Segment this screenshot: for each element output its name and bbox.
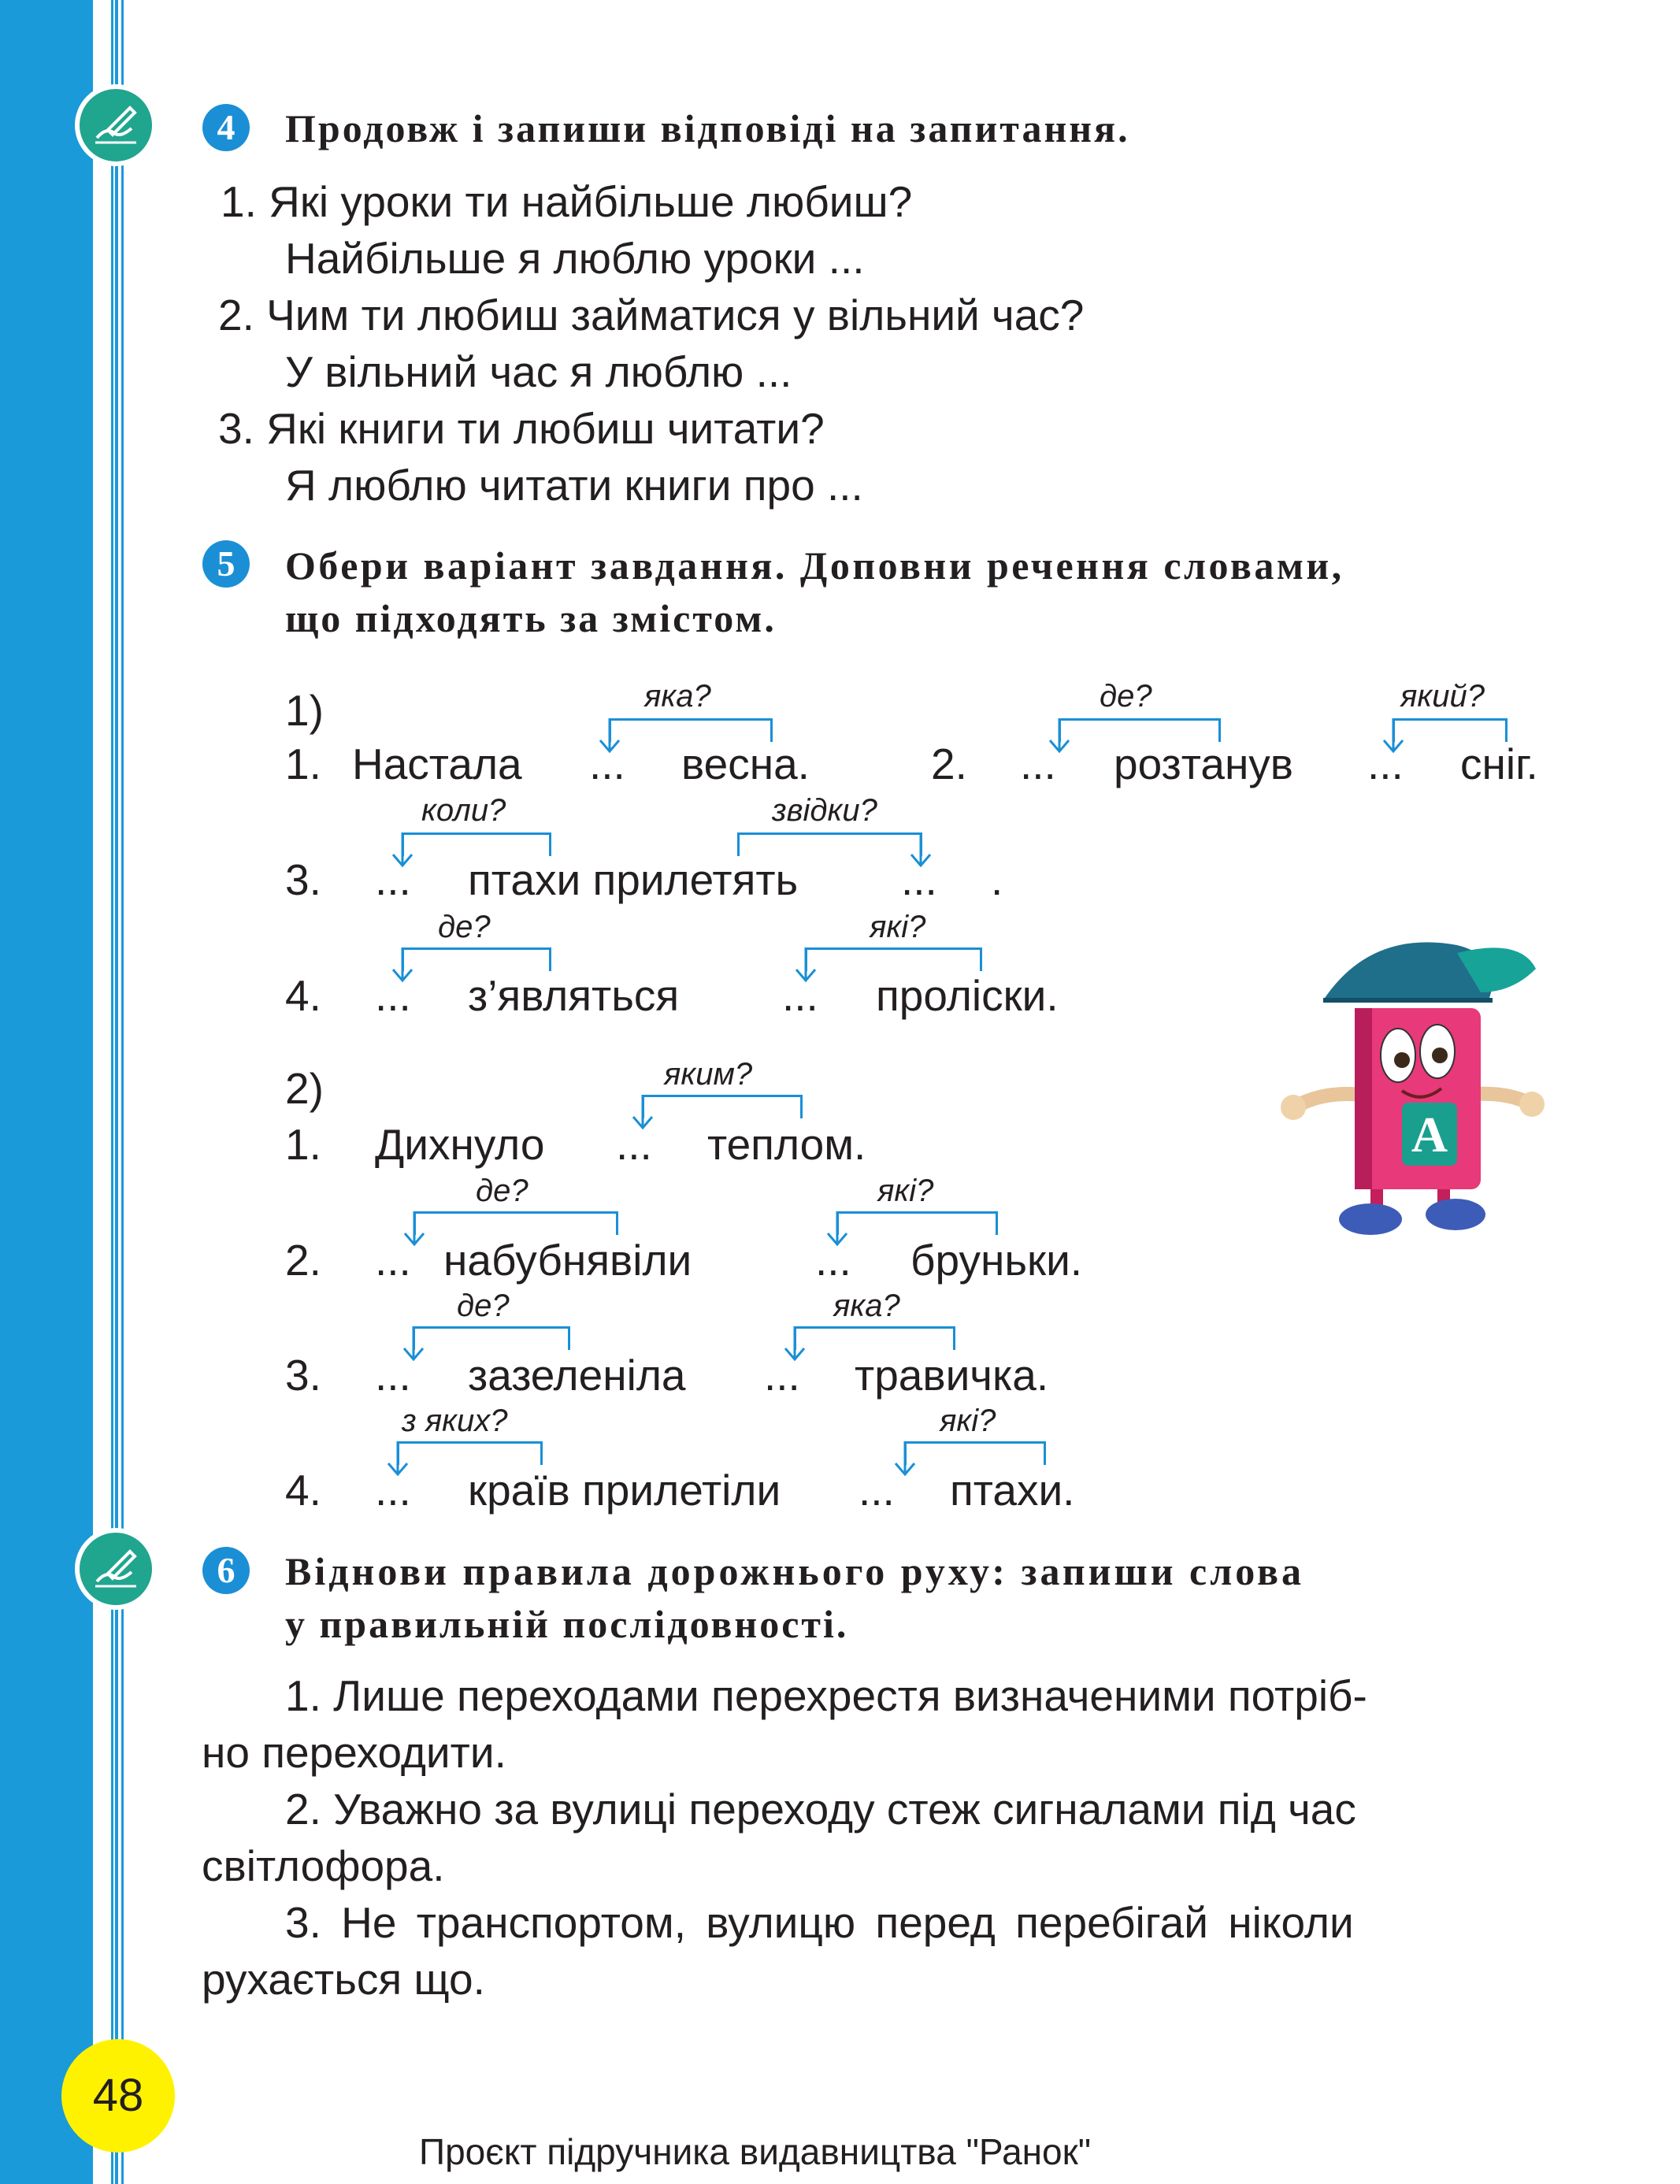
- sentence-word: бруньки.: [910, 1236, 1083, 1285]
- sentence-word: Настала: [352, 740, 522, 788]
- hint-bracket: [836, 1211, 998, 1235]
- sentence-word: теплом.: [707, 1120, 866, 1169]
- sidebar-stripe: [97, 0, 101, 2184]
- sentence-word: країв прилетіли: [468, 1466, 781, 1515]
- sentence-word: проліски.: [876, 971, 1059, 1020]
- sentence-number: 3.: [285, 1351, 321, 1400]
- write-task-badge: [75, 84, 157, 166]
- mascot-letter: А: [1411, 1107, 1448, 1162]
- hint-bracket: [397, 1441, 543, 1465]
- sentence-number: 3.: [285, 855, 321, 904]
- question-hint: звідки?: [772, 793, 877, 828]
- sentence-number: 1.: [285, 740, 321, 788]
- sentence-word: травичка.: [855, 1351, 1049, 1400]
- sentence-word: птахи.: [950, 1466, 1075, 1515]
- blank-dots: ...: [375, 971, 411, 1020]
- sentence-number: 1.: [285, 1120, 321, 1169]
- hint-bracket: [904, 1441, 1046, 1465]
- rule-text: світлофора.: [202, 1841, 445, 1890]
- footer-credit: Проєкт підручника видавництва "Ранок": [419, 2131, 1092, 2172]
- task-title: Віднови правила дорожнього руху: запиши слова: [285, 1549, 1305, 1593]
- sidebar-stripe: [111, 0, 113, 2184]
- sentence-word: розтанув: [1114, 740, 1294, 788]
- variant-label: 2): [285, 1064, 324, 1113]
- sentence-word: набубнявіли: [443, 1236, 692, 1285]
- blank-dots: ...: [375, 855, 411, 904]
- blank-dots: ...: [589, 740, 625, 788]
- rule-text: но переходити.: [202, 1728, 506, 1777]
- sidebar-stripe: [115, 0, 118, 2184]
- sentence-word: весна.: [681, 740, 810, 788]
- sentence-number: 2.: [931, 740, 967, 788]
- question-hint: коли?: [421, 793, 506, 828]
- question-hint: яким?: [664, 1057, 753, 1092]
- hint-bracket: [413, 1326, 570, 1350]
- sidebar-stripe: [121, 0, 124, 2184]
- blank-dots: ...: [375, 1466, 411, 1515]
- sentence-word: птахи прилетять: [468, 855, 799, 904]
- question-hint: яка?: [833, 1289, 900, 1323]
- question-hint: які?: [877, 1174, 934, 1208]
- question-text: 2. Чим ти любиш займатися у вільний час?: [218, 291, 1085, 339]
- sentence-end: .: [991, 855, 1003, 904]
- sentence-word: сніг.: [1460, 740, 1538, 788]
- pencil-writing-icon: [80, 1533, 152, 1605]
- task-number-badge: 4: [202, 104, 250, 151]
- question-text: 1. Які уроки ти найбільше любиш?: [221, 177, 913, 226]
- blank-dots: ...: [616, 1120, 652, 1169]
- blank-dots: ...: [764, 1351, 800, 1400]
- task-title: Обери варіант завдання. Доповни речення словами,: [285, 543, 1344, 588]
- hint-bracket: [414, 1211, 618, 1235]
- task-title: Продовж і запиши відповіді на запитання.: [285, 106, 1130, 150]
- variant-label: 1): [285, 686, 324, 735]
- rule-text: 2. Уважно за вулиці переходу стеж сигналами під час: [285, 1785, 1356, 1834]
- question-hint: який?: [1400, 679, 1485, 714]
- answer-starter: У вільний час я люблю ...: [285, 347, 792, 396]
- blank-dots: ...: [782, 971, 818, 1020]
- answer-starter: Найбільше я люблю уроки ...: [285, 234, 865, 283]
- sentence-number: 2.: [285, 1236, 321, 1285]
- question-hint: де?: [457, 1289, 510, 1323]
- blank-dots: ...: [375, 1236, 411, 1285]
- sentence-number: 4.: [285, 1466, 321, 1515]
- task-number-badge: 6: [202, 1547, 250, 1594]
- mascot-illustration: [1276, 921, 1552, 1252]
- hint-bracket: [642, 1095, 803, 1118]
- blank-dots: ...: [815, 1236, 851, 1285]
- left-sidebar: [0, 0, 93, 2184]
- answer-starter: Я люблю читати книги про ...: [285, 461, 863, 510]
- down-arrow-icon: [892, 1441, 918, 1481]
- write-task-badge: [75, 1528, 157, 1610]
- rule-text: 1. Лише переходами перехрестя визначеними потріб-: [285, 1671, 1367, 1720]
- blank-dots: ...: [1367, 740, 1404, 788]
- task-title: у правильній послідовності.: [285, 1602, 849, 1646]
- question-hint: з яких?: [402, 1403, 508, 1438]
- task-number-badge: 5: [202, 540, 250, 588]
- sentence-word: Дихнуло: [375, 1120, 545, 1169]
- sentence-word: з’являться: [468, 971, 680, 1020]
- question-hint: де?: [476, 1174, 528, 1208]
- blank-dots: ...: [859, 1466, 895, 1515]
- question-text: 3. Які книги ти любиш читати?: [218, 404, 825, 453]
- question-hint: яка?: [644, 679, 711, 714]
- question-hint: де?: [438, 910, 491, 944]
- page-number: 48: [61, 2039, 175, 2152]
- hint-bracket: [794, 1326, 955, 1350]
- question-hint: які?: [870, 910, 926, 944]
- blank-dots: ...: [1020, 740, 1056, 788]
- rule-text: рухається що.: [202, 1955, 485, 2004]
- blank-dots: ...: [901, 855, 937, 904]
- rule-text: 3. Не транспортом, вулицю перед перебігай ніколи: [285, 1898, 1354, 1947]
- question-hint: де?: [1100, 679, 1152, 714]
- blank-dots: ...: [375, 1351, 411, 1400]
- task-title: що підходять за змістом.: [285, 596, 777, 640]
- pencil-writing-icon: [80, 89, 152, 161]
- sentence-word: зазеленіла: [468, 1351, 686, 1400]
- sentence-number: 4.: [285, 971, 321, 1020]
- question-hint: які?: [940, 1403, 996, 1438]
- sidebar-stripe: [104, 0, 108, 2184]
